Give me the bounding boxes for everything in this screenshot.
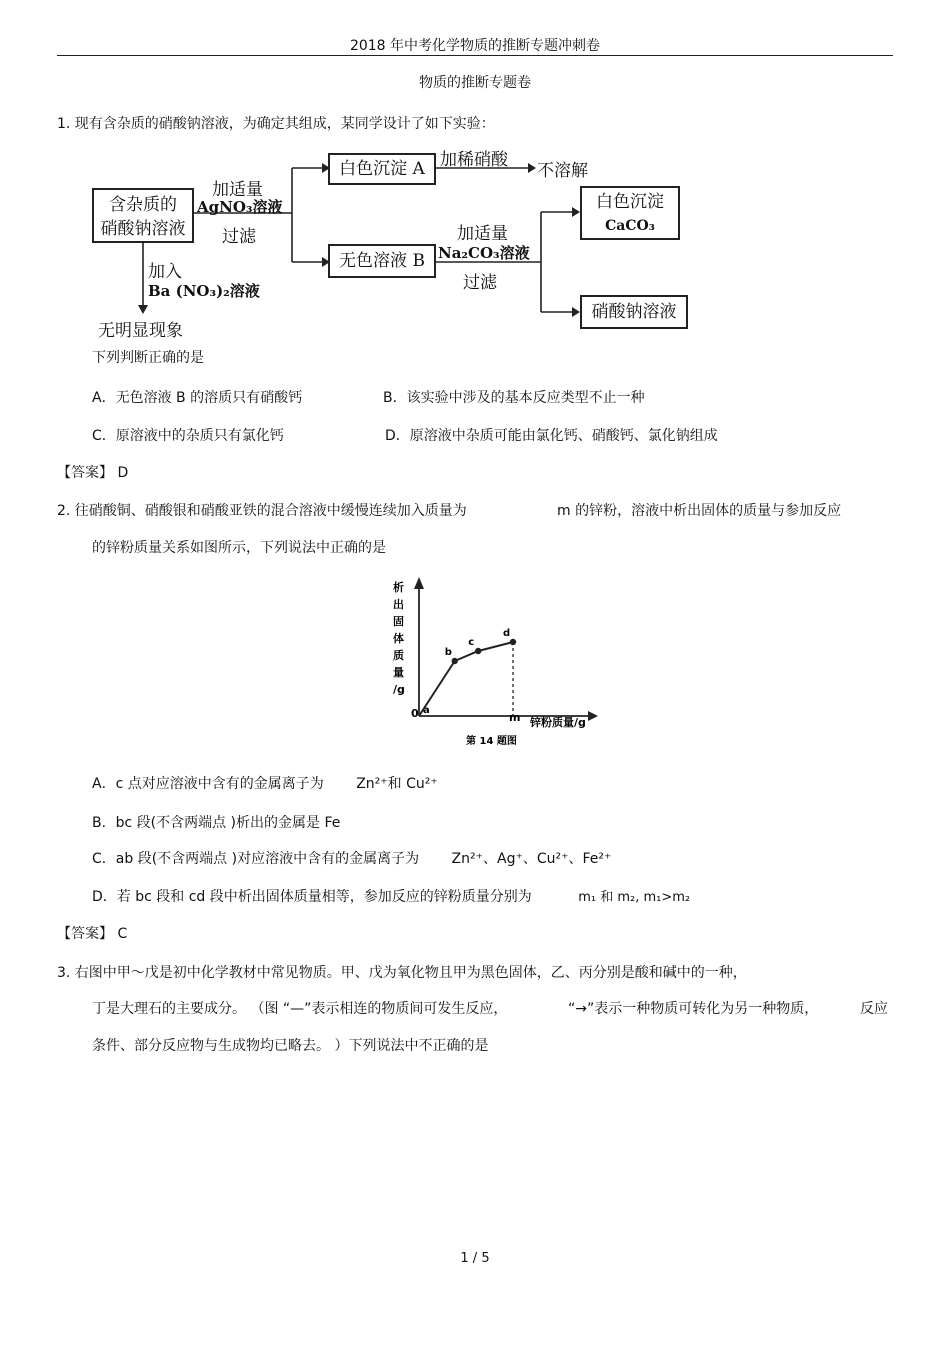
flow-reagent1-line1: 加适量 bbox=[212, 180, 263, 200]
chart-point-label-c: c bbox=[468, 637, 475, 648]
q2-option-c bbox=[92, 848, 611, 868]
flow-reagent2-line3: 过滤 bbox=[463, 273, 497, 293]
flow-reagent3-line1: 加入 bbox=[148, 262, 182, 282]
chart-xlabel: 锌粉质量/g bbox=[530, 716, 586, 729]
flow-arrows bbox=[0, 0, 950, 345]
q2-option-a bbox=[92, 773, 438, 793]
chart-point-label-b: b bbox=[444, 647, 452, 658]
chart-point-label-a: a bbox=[423, 705, 430, 716]
chart-ylabel-4: 体 bbox=[393, 632, 404, 645]
q2-option-c-ions: Zn²⁺、Ag⁺、Cu²⁺、Fe²⁺ bbox=[451, 851, 612, 867]
flow-reagent2-line2: Na₂CO₃溶液 bbox=[438, 244, 530, 262]
chart-caption: 第 14 题图 bbox=[466, 736, 517, 747]
chart-point-label-d: d bbox=[503, 628, 511, 639]
flow-start-line1: 含杂质的 bbox=[109, 195, 177, 215]
q1-option-a: A．无色溶液 B 的溶质只有硝酸钙 bbox=[92, 390, 303, 406]
q1-option-c: C．原溶液中的杂质只有氯化钙 bbox=[92, 428, 284, 444]
q2-option-d bbox=[92, 886, 690, 906]
chart-ylabel-5: 质 bbox=[393, 649, 404, 662]
flow-reagent3-line2: Ba (NO₃)₂溶液 bbox=[148, 282, 260, 300]
flow-reagent2-line1: 加适量 bbox=[457, 224, 508, 244]
flow-reagent1-line2: AgNO₃溶液 bbox=[197, 198, 283, 216]
q1-option-b: B．该实验中涉及的基本反应类型不止一种 bbox=[383, 390, 645, 406]
flow-reagent1-line3: 过滤 bbox=[222, 227, 256, 247]
flow-start-box bbox=[92, 188, 194, 243]
chart-ylabel-1: 析 bbox=[393, 581, 404, 594]
flow-precip-a-box: 白色沉淀 A bbox=[328, 153, 436, 185]
q2-stem-line2: 的锌粉质量关系如图所示，下列说法中正确的是 bbox=[92, 540, 386, 556]
q3-line3: 条件、部分反应物与生成物均已略去。 ）下列说法中不正确的是 bbox=[92, 1038, 489, 1054]
q2-chart bbox=[380, 575, 605, 750]
q1-prompt: 下列判断正确的是 bbox=[92, 350, 204, 366]
q2-stem-m: m 的锌粉，溶液中析出固体的质量与参加反应 bbox=[557, 503, 842, 519]
q3-line1: 3. 右图中甲～戊是初中化学教材中常见物质。甲、戊为氧化物且甲为黑色固体，乙、丙分别是酸和碱中的一种， bbox=[57, 965, 747, 981]
q2-answer: 【答案】 C bbox=[57, 926, 128, 942]
q2-option-d-values: m₁ 和 m₂, m₁>m₂ bbox=[578, 890, 691, 905]
q1-option-d: D．原溶液中杂质可能由氯化钙、硝酸钙、氯化钠组成 bbox=[385, 428, 718, 444]
page-number: 1 / 5 bbox=[460, 1251, 490, 1266]
flow-start-line2: 硝酸钠溶液 bbox=[100, 219, 186, 239]
q2-option-a-ions: Zn²⁺和 Cu²⁺ bbox=[356, 776, 438, 792]
chart-ylabel-2: 出 bbox=[393, 598, 404, 611]
flow-solution-b-box: 无色溶液 B bbox=[328, 244, 436, 278]
q3-line2a: 丁是大理石的主要成分。 （图 “—”表示相连的物质间可发生反应， bbox=[92, 1001, 508, 1017]
flow-precip-caco3-line1: 白色沉淀 bbox=[596, 192, 664, 212]
flow-precip-caco3-line2: CaCO₃ bbox=[605, 218, 655, 234]
chart-ylabel-3: 固 bbox=[393, 615, 404, 628]
chart-origin-label: 0 bbox=[411, 707, 419, 720]
q1-stem: 1. 现有含杂质的硝酸钠溶液，为确定其组成，某同学设计了如下实验： bbox=[57, 116, 495, 132]
flow-nano3-box: 硝酸钠溶液 bbox=[580, 295, 688, 329]
q2-option-c-text: C．ab 段(不含两端点 )对应溶液中含有的金属离子为 bbox=[92, 851, 420, 867]
flow-precip-caco3-box bbox=[580, 186, 680, 240]
chart-point-d bbox=[510, 639, 516, 645]
chart-series-line bbox=[419, 642, 513, 716]
flow-insoluble-label: 不溶解 bbox=[537, 161, 588, 181]
q2-stem-line1: 2. 往硝酸铜、硝酸银和硝酸亚铁的混合溶液中缓慢连续加入质量为 bbox=[57, 503, 467, 519]
q1-answer: 【答案】 D bbox=[57, 465, 129, 481]
chart-x-end-label: m bbox=[509, 711, 521, 724]
page-header: 2018 年中考化学物质的推断专题冲刺卷 bbox=[349, 38, 601, 54]
q2-option-a-text: A．c 点对应溶液中含有的金属离子为 bbox=[92, 776, 324, 792]
q3-line2b: “→”表示一种物质可转化为另一种物质， bbox=[568, 1001, 819, 1017]
q3-line2c: 反应 bbox=[860, 1001, 888, 1017]
doc-title: 物质的推断专题卷 bbox=[419, 75, 531, 91]
chart-ylabel-6: 量 bbox=[393, 666, 404, 679]
chart-ylabel-7: /g bbox=[393, 683, 405, 696]
flow-no-change-label: 无明显现象 bbox=[98, 321, 183, 341]
flow-acid-label: 加稀硝酸 bbox=[440, 150, 508, 170]
q2-option-d-text: D．若 bc 段和 cd 段中析出固体质量相等，参加反应的锌粉质量分别为 bbox=[92, 889, 532, 905]
q2-option-b: B．bc 段(不含两端点 )析出的金属是 Fe bbox=[92, 815, 341, 831]
chart-point-b bbox=[452, 658, 458, 664]
chart-point-c bbox=[475, 648, 481, 654]
